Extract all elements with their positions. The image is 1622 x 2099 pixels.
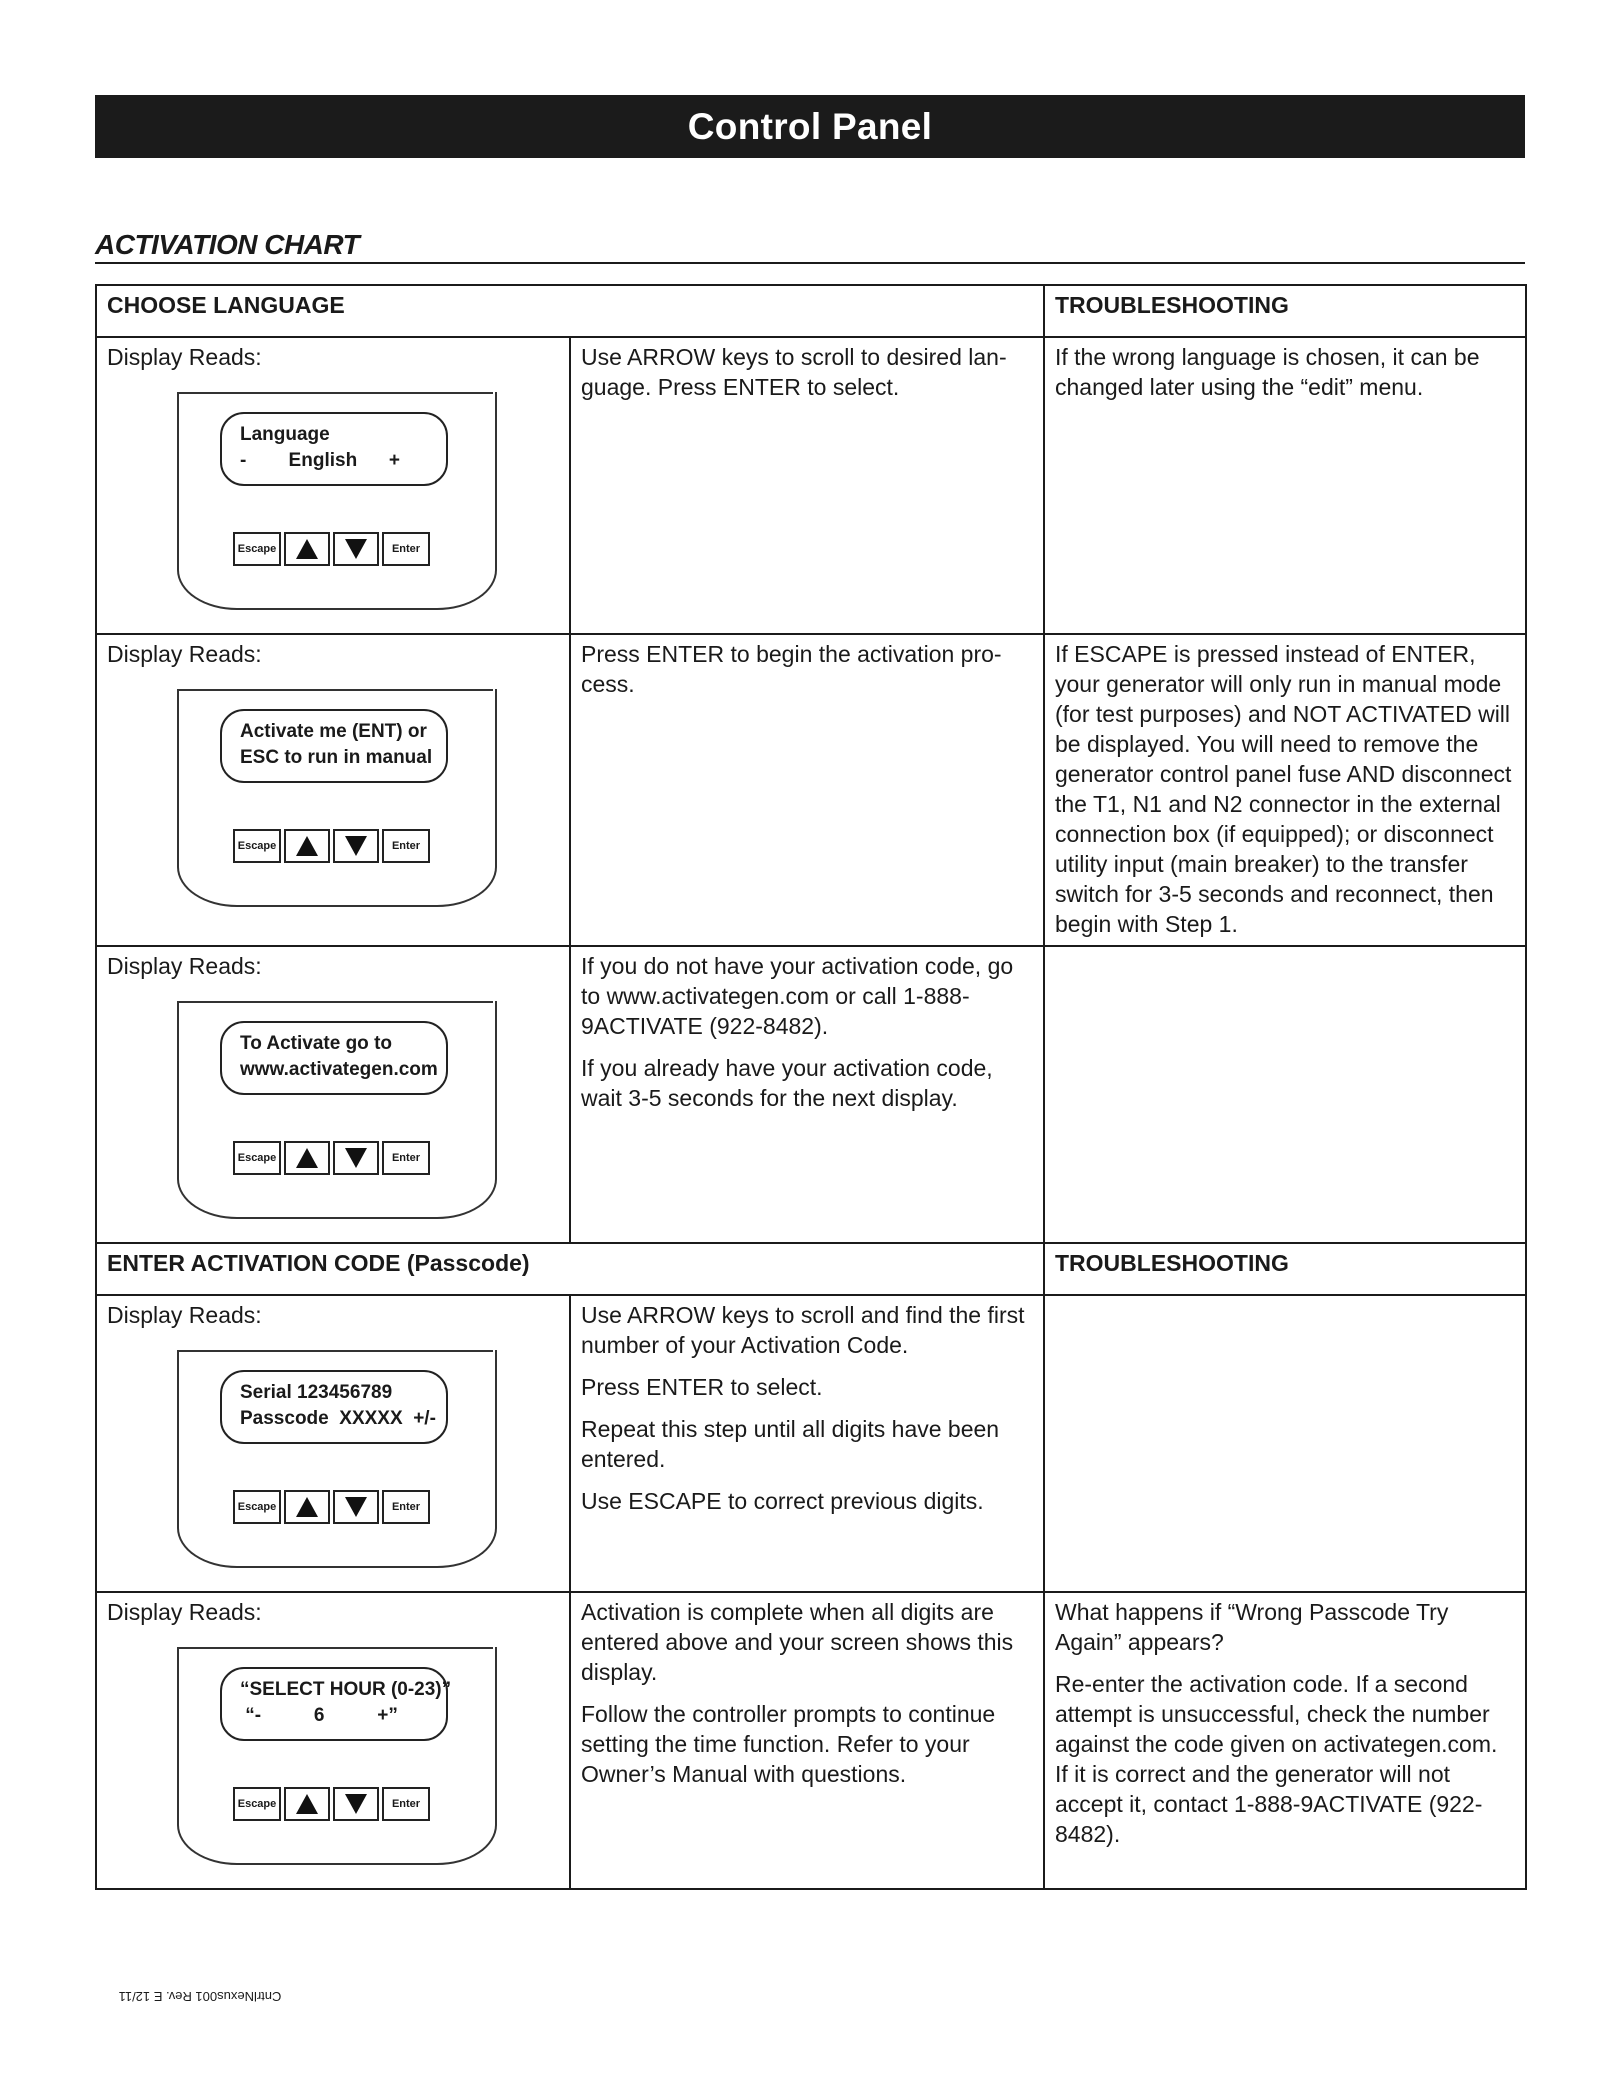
troubleshooting-cell: [1044, 1592, 1526, 1889]
up-arrow-icon: [284, 1787, 330, 1821]
troubleshooting-header: TROUBLESHOOTING: [1044, 285, 1526, 337]
enter-key: Enter: [382, 1490, 430, 1524]
screen-line-1: Activate me (ENT) or: [240, 721, 427, 742]
instruction-text: If you already have your activation code, wait 3-5 seconds for the next display.: [581, 1055, 993, 1111]
screen-line-2: www.activategen.com: [240, 1059, 438, 1080]
instruction-text: Use ARROW keys to scroll to desired lan-guage. Press ENTER to select.: [581, 344, 1007, 400]
instruction-text: Use ARROW keys to scroll and find the first number of your Activation Code.: [581, 1302, 1025, 1358]
controller-screen: [220, 1370, 448, 1444]
instructions-cell: [570, 337, 1044, 634]
controller-keys: [233, 532, 443, 570]
escape-key: Escape: [233, 1490, 281, 1524]
instruction-text: Press ENTER to select.: [581, 1374, 823, 1400]
controller-illustration: [177, 1350, 497, 1570]
instruction-text: Activation is complete when all digits are entered above and your screen shows this display.: [581, 1599, 1014, 1685]
controller-screen: [220, 1021, 448, 1095]
controller-screen: [220, 709, 448, 783]
table-row: [96, 1295, 1526, 1592]
down-arrow-icon: [333, 532, 379, 566]
down-arrow-icon: [333, 829, 379, 863]
controller-illustration: [177, 392, 497, 612]
troubleshooting-text: Re-enter the activation code. If a second attempt is unsuccessful, check the number against the code given on activategen.com. If it is correct and the generator will not accept it, contact 1-888-9ACTIVATE (922-8482).: [1055, 1671, 1498, 1847]
screen-line-1: Serial 123456789: [240, 1382, 393, 1403]
screen-line-1: Language: [240, 424, 330, 445]
down-arrow-icon: [333, 1490, 379, 1524]
troubleshooting-text: If ESCAPE is pressed instead of ENTER, your generator will only run in manual mode (for test purposes) and NOT ACTIVATED will be displayed. You will need to remove the generator control panel fuse AND disconnect the T1, N1 and N2 connector in the external connection box (if equipped); or disconnect utility input (main breaker) to the transfer switch for 3-5 seconds and reconnect, then begin with Step 1.: [1055, 641, 1512, 937]
section-header: CHOOSE LANGUAGE: [96, 285, 1044, 337]
screen-line-1: “SELECT HOUR (0-23)”: [240, 1679, 452, 1700]
display-cell: [96, 1295, 570, 1592]
controller-screen: [220, 1667, 452, 1741]
up-arrow-icon: [284, 1141, 330, 1175]
table-row: [96, 1592, 1526, 1889]
section-header-row: [96, 1243, 1526, 1295]
display-reads-label: Display Reads:: [107, 641, 262, 667]
troubleshooting-cell: [1044, 1295, 1526, 1592]
down-arrow-icon: [333, 1787, 379, 1821]
section-title: ACTIVATION CHART: [95, 232, 1525, 264]
escape-key: Escape: [233, 532, 281, 566]
screen-line-2: ESC to run in manual: [240, 747, 433, 768]
screen-line-1: To Activate go to: [240, 1033, 392, 1054]
display-cell: [96, 634, 570, 946]
display-reads-label: Display Reads:: [107, 1599, 262, 1625]
display-reads-label: Display Reads:: [107, 953, 262, 979]
display-reads-label: Display Reads:: [107, 344, 262, 370]
section-header: ENTER ACTIVATION CODE (Passcode): [96, 1243, 1044, 1295]
up-arrow-icon: [284, 1490, 330, 1524]
controller-illustration: [177, 1001, 497, 1221]
controller-keys: [233, 1490, 443, 1528]
instructions-cell: [570, 634, 1044, 946]
display-cell: [96, 946, 570, 1243]
troubleshooting-cell: [1044, 337, 1526, 634]
table-row: [96, 337, 1526, 634]
down-arrow-icon: [333, 1141, 379, 1175]
display-reads-label: Display Reads:: [107, 1302, 262, 1328]
screen-line-2: - English +: [240, 450, 400, 471]
controller-keys: [233, 1787, 443, 1825]
troubleshooting-header: TROUBLESHOOTING: [1044, 1243, 1526, 1295]
instruction-text: Use ESCAPE to correct previous digits.: [581, 1488, 984, 1514]
instructions-cell: [570, 1592, 1044, 1889]
escape-key: Escape: [233, 1787, 281, 1821]
controller-illustration: [177, 1647, 497, 1867]
controller-screen: [220, 412, 448, 486]
section-header-row: [96, 285, 1526, 337]
controller-illustration: [177, 689, 497, 909]
up-arrow-icon: [284, 829, 330, 863]
table-row: [96, 634, 1526, 946]
instruction-text: Repeat this step until all digits have been entered.: [581, 1416, 1000, 1472]
enter-key: Enter: [382, 1787, 430, 1821]
troubleshooting-text: If the wrong language is chosen, it can be changed later using the “edit” menu.: [1055, 344, 1480, 400]
enter-key: Enter: [382, 829, 430, 863]
up-arrow-icon: [284, 532, 330, 566]
instruction-text: If you do not have your activation code, go to www.activategen.com or call 1-888-9ACTIVATE (922-8482).: [581, 953, 1014, 1039]
table-row: [96, 946, 1526, 1243]
enter-key: Enter: [382, 1141, 430, 1175]
display-cell: [96, 1592, 570, 1889]
instructions-cell: [570, 1295, 1044, 1592]
activation-chart: [95, 284, 1527, 1890]
troubleshooting-cell: [1044, 634, 1526, 946]
troubleshooting-cell: [1044, 946, 1526, 1243]
controller-keys: [233, 1141, 443, 1179]
screen-line-2: Passcode XXXXX +/-: [240, 1408, 436, 1429]
escape-key: Escape: [233, 1141, 281, 1175]
instruction-text: Press ENTER to begin the activation pro-cess.: [581, 641, 1002, 697]
page-banner: Control Panel: [95, 95, 1525, 158]
instruction-text: Follow the controller prompts to continue setting the time function. Refer to your Owner’s Manual with questions.: [581, 1701, 996, 1787]
screen-line-2: “- 6 +”: [240, 1705, 398, 1726]
enter-key: Enter: [382, 532, 430, 566]
controller-keys: [233, 829, 443, 867]
footer-code: CntrlNexus001 Rev. E 12/11: [118, 1989, 282, 2004]
instructions-cell: [570, 946, 1044, 1243]
troubleshooting-text: What happens if “Wrong Passcode Try Again” appears?: [1055, 1599, 1449, 1655]
display-cell: [96, 337, 570, 634]
escape-key: Escape: [233, 829, 281, 863]
